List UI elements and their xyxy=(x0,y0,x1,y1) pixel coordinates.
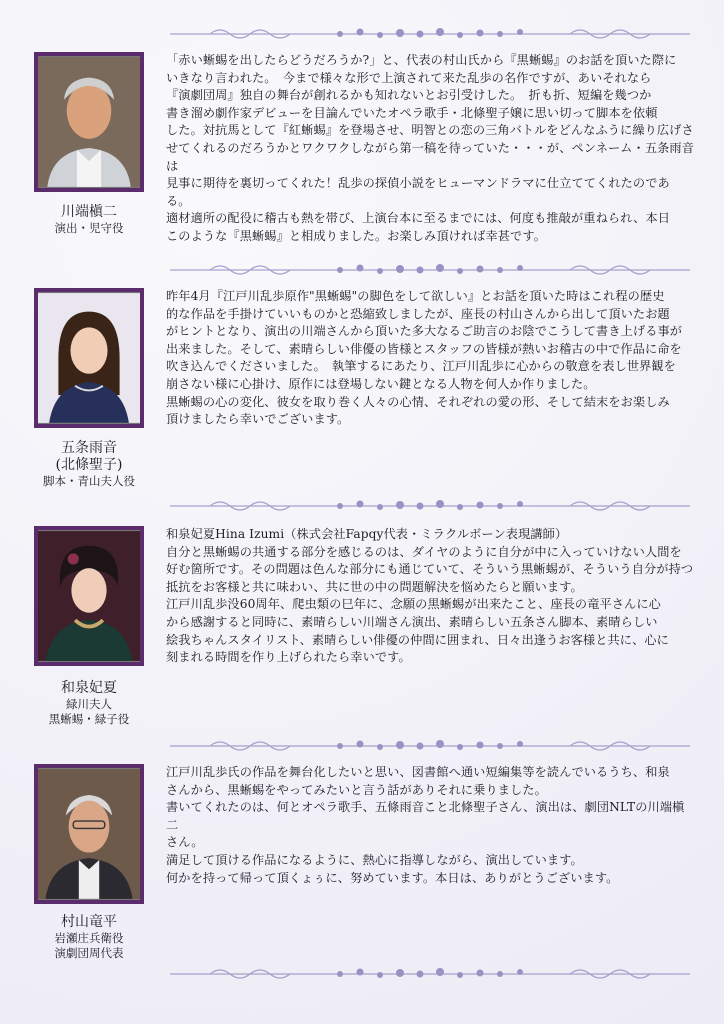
ornamental-divider xyxy=(170,966,690,982)
person-role: 脚本・青山夫人役 xyxy=(43,474,135,488)
text-line: 昨年4月『江戸川乱歩原作"黒蜥蜴"の脚色をして欲しい』とお話を頂いた時はこれ程の歴史 xyxy=(166,289,665,303)
text-line: 『演劇団周』独自の舞台が創れるかも知れないとお引受けした。 折も折、短編を幾つか xyxy=(166,88,652,103)
text-line: から感謝すると同時に、素晴らしい川端さん演出、素晴らしい五条さん脚本、素晴らしい xyxy=(166,614,658,629)
person-name: 五条雨音 xyxy=(61,440,117,456)
portrait-photo xyxy=(34,526,144,666)
text-line: 刻まれる時間を作り上げられたら幸いです。 xyxy=(166,650,411,665)
text-line: いきなり言われた。 今まで様々な形で上演されて来た乱歩の名作ですが、あいそれなら xyxy=(166,70,652,85)
text-line: 江戸川乱歩氏の作品を舞台化したいと思い、図書館へ通い短編集等を読んでいるうち、和泉 xyxy=(166,765,670,779)
person-role: 緑川夫人 xyxy=(66,697,112,711)
text-line: 江戸川乱歩没60周年、爬虫類の巳年に、念願の黒蜥蜴が出来たこと、座長の竜平さんに心 xyxy=(166,597,661,612)
person-role: 岩瀬庄兵衛役 xyxy=(54,931,124,945)
text-line: 自分と黒蜥蜴の共通する部分を感じるのは、ダイヤのように自分が中に入っていけない人間を xyxy=(166,544,682,559)
text-line: 頂けましたら幸いでございます。 xyxy=(166,412,350,427)
text-line: 満足して頂ける作品になるように、熱心に指導しながら、演出しています。 xyxy=(166,852,583,867)
text-line: 見事に期待を裏切ってくれた！乱歩の探偵小説をヒューマンドラマに仕立ててくれたのである。 xyxy=(166,176,670,208)
person-role: 黒蜥蜴・緑子役 xyxy=(48,712,130,726)
ornamental-divider xyxy=(170,262,690,278)
person-name: 川端槇二 xyxy=(61,204,117,220)
text-line: がヒントとなり、演出の川端さんから頂いた多大なるご助言のお陰でこうして書き上げる事が xyxy=(166,324,683,339)
text-line: 的な作品を手掛けていいものかと恐縮致しましたが、座長の村山さんから出して頂いたお題 xyxy=(166,306,670,321)
text-line: 崩さない様に心掛け、原作には登場しない鍵となる人物を何人か作りました。 xyxy=(166,376,596,391)
ornamental-divider xyxy=(170,26,690,42)
person-caption xyxy=(20,680,158,727)
person-caption xyxy=(20,440,158,489)
text-line: 出来ました。そして、素晴らしい俳優の皆様とスタッフの皆様が熱いお稽古の中で作品に命を xyxy=(166,341,682,356)
text-line: 書き溜め劇作家デビューを目論んでいたオペラ歌手・北條聖子嬢に思い切って脚本を依頼 xyxy=(166,105,658,120)
message-text xyxy=(166,288,694,429)
portrait-photo xyxy=(34,288,144,428)
person-caption xyxy=(20,204,158,236)
person-caption xyxy=(20,914,158,961)
text-line: 「赤い蜥蜴を出したらどうだろうか?」と、代表の村山氏から『黒蜥蜴』のお話を頂いた際に xyxy=(166,53,677,67)
text-line: 和泉妃夏Hina Izumi（株式会社Fapqy代表・ミラクルボーン表現講師） xyxy=(166,527,568,541)
person-name: 村山竜平 xyxy=(61,914,117,930)
portrait-photo xyxy=(34,52,144,192)
text-line: せてくれるのだろうかとワクワクしながら第一稿を待っていた・・・が、ペンネーム・五条雨音は xyxy=(166,140,694,173)
person-role: 演劇団周代表 xyxy=(54,946,124,960)
person-name: 和泉妃夏 xyxy=(61,680,117,696)
message-text xyxy=(166,764,694,887)
message-text xyxy=(166,52,694,246)
person-role: 演出・児守役 xyxy=(54,221,124,235)
text-line: 黒蜥蜴の心の変化、彼女を取り巻く人々の心情、それぞれの愛の形、そして結末をお楽しみ xyxy=(166,394,670,409)
text-line: さんから、黒蜥蜴をやってみたいと言う話がありそれに乗りました。 xyxy=(166,782,547,797)
text-line: 吹き込んでくださいました。 執筆するにあたり、江戸川乱歩に心からの敬意を表し世界観を xyxy=(166,359,676,374)
text-line: 何かを持って帰って頂くょぅに、努めています。本日は、ありがとうございます。 xyxy=(166,870,619,885)
text-line: 絵我ちゃんスタイリスト、素晴らしい俳優の仲間に囲まれ、日々出逢うお客様と共に、心に xyxy=(166,632,669,647)
ornamental-divider xyxy=(170,498,690,514)
text-line: した。対抗馬として『紅蜥蜴』を登場させ、明智との恋の三角バトルをどんなふうに繰り広げさ xyxy=(166,123,694,138)
ornamental-divider xyxy=(170,738,690,754)
message-text xyxy=(166,526,694,667)
text-line: さん。 xyxy=(166,835,204,850)
text-line: 書いてくれたのは、何とオペラ歌手、五條雨音こと北條聖子さん、演出は、劇団NLTの川端槇二 xyxy=(166,800,685,832)
person-alias: (北條聖子) xyxy=(55,457,123,473)
text-line: 抵抗をお客様と共に味わい、共に世の中の問題解決を悩めたらと願います。 xyxy=(166,579,583,594)
text-line: 好む箇所です。その問題は色んな部分にも通じていて、そういう黒蜥蜴が、そういう自分が持つ xyxy=(166,562,694,577)
text-line: 適材適所の配役に稽古も熱を帯び、上演台本に至るまでには、何度も推敲が重ねられ、本日 xyxy=(166,211,671,226)
text-line: このような『黒蜥蜴』と相成りました。お楽しみ頂ければ幸甚です。 xyxy=(166,228,546,243)
portrait-photo xyxy=(34,764,144,904)
